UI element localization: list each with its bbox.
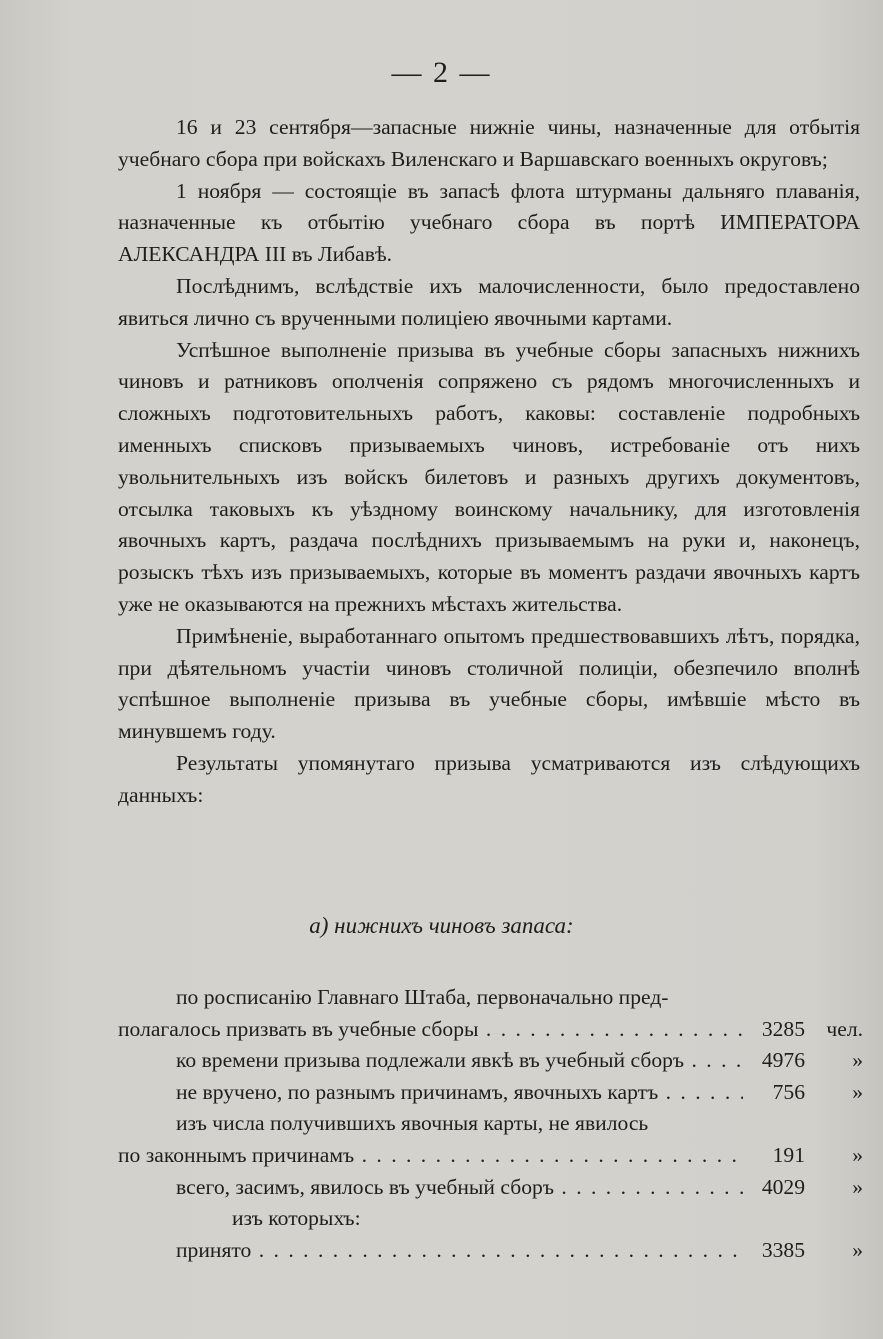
paragraph-6: Результаты упомянутаго призыва усматриваются изъ слѣдующихъ данныхъ: — [118, 750, 860, 807]
paragraph-2: 1 ноября — состоящіе въ запасѣ флота штурманы дальняго плаванія, назначенные къ отбытію учебнаго сбора въ портѣ ИМПЕРАТОРА АЛЕКСАНДРА III въ Либавѣ. — [118, 178, 860, 267]
stat-row-1-line-1: по росписанію Главнаго Штаба, первоначально пред- — [176, 985, 669, 1009]
stat-row-5 — [118, 1172, 863, 1204]
stat-unit: » — [852, 1048, 863, 1073]
stat-subheading: изъ которыхъ: — [232, 1206, 361, 1231]
stat-label: не вручено, по разнымъ причинамъ, явочныхъ картъ . . . — [118, 1077, 743, 1109]
stat-unit: » — [852, 1237, 863, 1262]
stat-row-1 — [118, 1014, 863, 1046]
body-text — [118, 112, 860, 812]
stat-value: 4029 — [761, 1174, 805, 1199]
stat-value: 4976 — [761, 1048, 805, 1073]
stat-row-6 — [118, 1203, 863, 1235]
stat-unit: » — [852, 1174, 863, 1199]
stat-unit: » — [852, 1142, 863, 1167]
stat-value: 3285 — [761, 1016, 805, 1041]
stat-label: принято . . . — [118, 1235, 743, 1267]
stat-unit: » — [852, 1079, 863, 1104]
stat-label: по законнымъ причинамъ . . . — [118, 1140, 743, 1172]
stat-label: ко времени призыва подлежали явкѣ въ учебный сборъ . . . — [118, 1045, 743, 1077]
paragraph-5: Примѣненіе, выработаннаго опытомъ предшествовавшихъ лѣтъ, порядка, при дѣятельномъ участіи чиновъ столичной полиціи, обезпечило вполнѣ успѣшное выполненіе призыва въ учебные сборы, имѣвшіе мѣсто въ минувшемъ году. — [118, 623, 860, 744]
stat-unit: чел. — [826, 1016, 863, 1041]
stat-value: 3385 — [761, 1237, 805, 1262]
statistics-list — [118, 982, 863, 1266]
stat-row-3 — [118, 1077, 863, 1109]
section-heading: а) нижнихъ чиновъ запаса: — [309, 913, 574, 938]
paragraph-3: Послѣднимъ, вслѣдствіе ихъ малочисленности, было предоставлено явиться лично съ врученными полиціею явочными картами. — [118, 273, 860, 330]
page-number: — 2 — — [391, 56, 492, 89]
stat-value: 191 — [772, 1142, 805, 1167]
paragraph-1: 16 и 23 сентября—запасные нижніе чины, назначенные для отбытія учебнаго сбора при войскахъ Виленскаго и Варшавскаго военныхъ округовъ; — [118, 115, 860, 171]
stat-value: 756 — [772, 1079, 805, 1104]
stat-label: всего, засимъ, явилось въ учебный сборъ . . . — [118, 1172, 743, 1204]
stat-row-4 — [118, 1140, 863, 1172]
paragraph-4: Успѣшное выполненіе призыва въ учебные сборы запасныхъ нижнихъ чиновъ и ратниковъ ополченія сопряжено съ рядомъ многочисленныхъ и сложныхъ подготовительныхъ работъ, каковы: составленіе подробныхъ именныхъ списковъ призываемыхъ чиновъ, истребованіе отъ нихъ увольнительныхъ изъ войскъ билетовъ и разныхъ другихъ документовъ, отсылка таковыхъ къ уѣздному воинскому начальнику, для изготовленія явочныхъ картъ, раздача послѣднихъ призываемымъ на руки и, наконецъ, розыскъ тѣхъ изъ призываемыхъ, которые въ моментъ раздачи явочныхъ картъ уже не оказываются на прежнихъ мѣстахъ жительства. — [118, 337, 860, 616]
stat-row-2 — [118, 1045, 863, 1077]
stat-row-7 — [118, 1235, 863, 1267]
stat-label: полагалось призвать въ учебные сборы . . . — [118, 1014, 743, 1046]
stat-row-4-line-1: изъ числа получившихъ явочныя карты, не явилось — [176, 1111, 649, 1136]
